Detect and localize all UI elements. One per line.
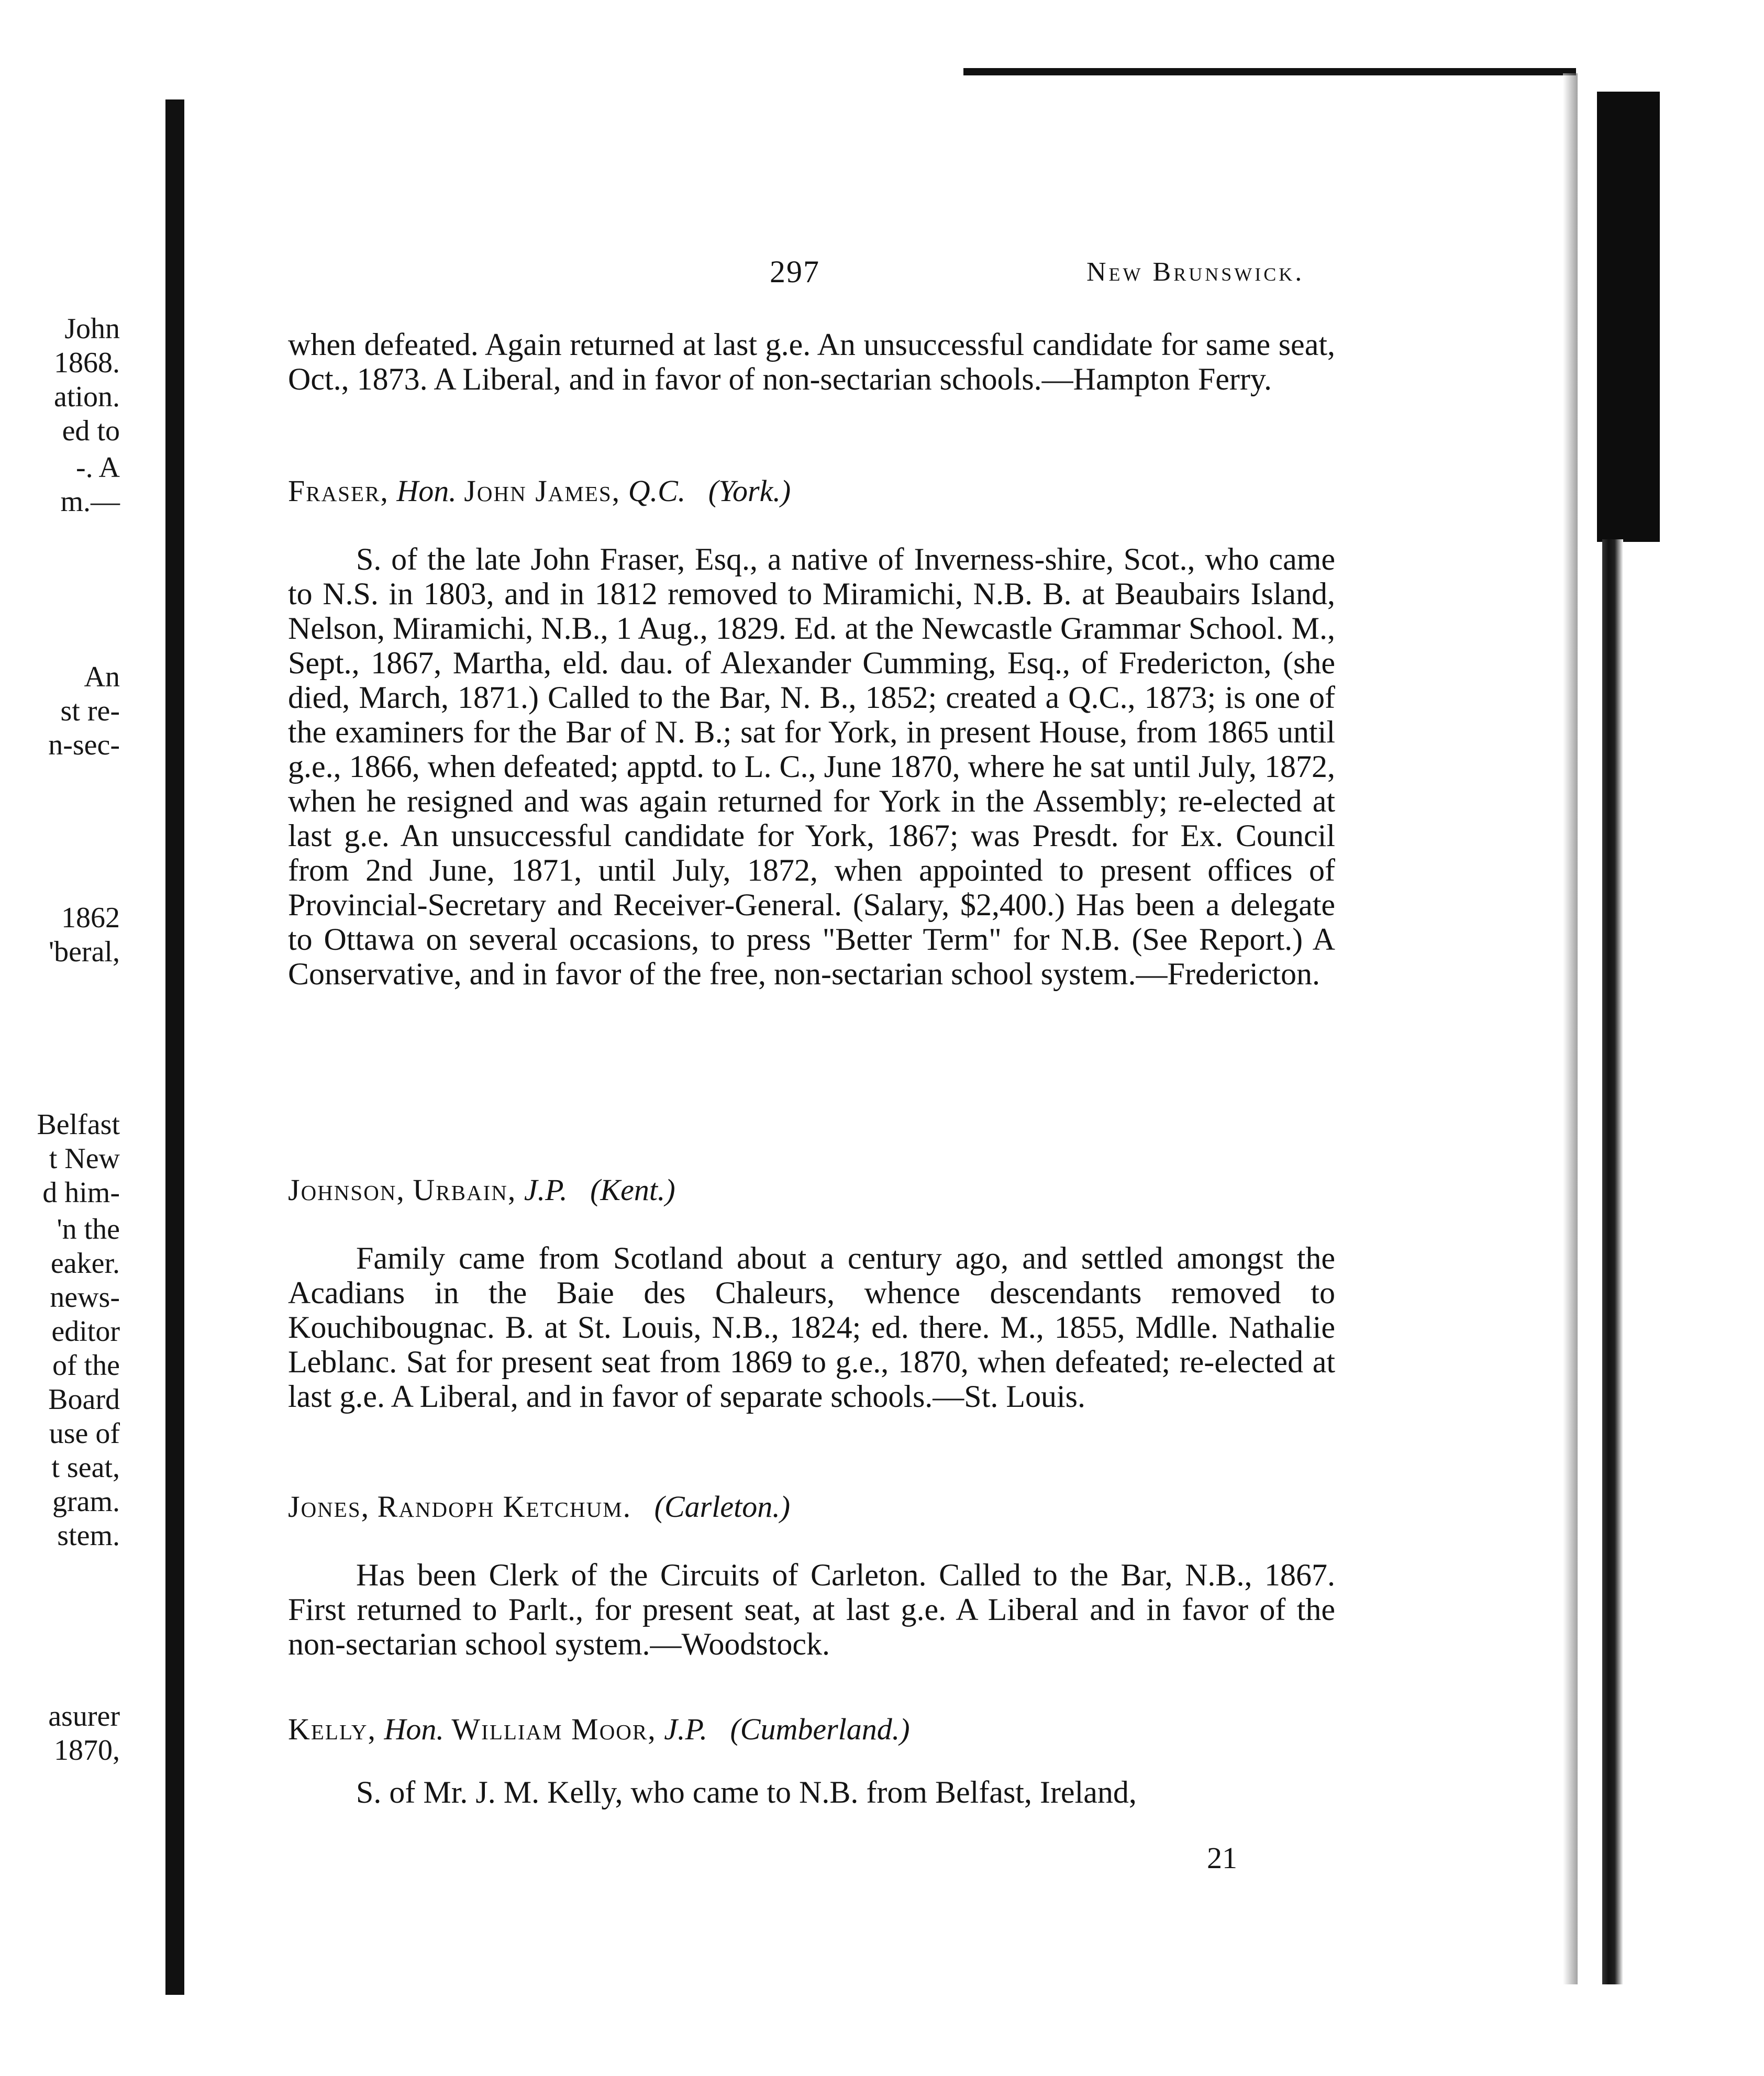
entry-body-text: Family came from Scotland about a century ago, and settled amongst the Acadians in the Baie des Chaleurs, whence descendants removed to Kouchibougnac. B. at St. Louis, N.B., 1824; ed. there. M., 1855, Mdlle. Nathalie Leblanc. Sat for present seat from 1869 to g.e., 1870, when defeated; re-elected at last g.e. A Liberal, and in favor of separate schools.—St. Louis. <box>288 1241 1335 1414</box>
binding-shadow <box>165 99 184 1995</box>
entry-body-jones <box>288 1558 1335 1661</box>
entry-postnominal: J.P. <box>524 1173 568 1207</box>
margin-fragment: 1862 <box>61 902 120 934</box>
signature-mark: 21 <box>1207 1841 1237 1875</box>
entry-constituency: (Cumberland.) <box>730 1712 910 1746</box>
margin-fragment: of the <box>52 1349 120 1382</box>
right-edge-shadow <box>1597 92 1660 542</box>
entry-body-johnson <box>288 1241 1335 1414</box>
margin-fragment: news- <box>50 1281 120 1314</box>
entry-body-text: S. of Mr. J. M. Kelly, who came to N.B. from Belfast, Ireland, <box>356 1775 1137 1809</box>
margin-fragment: t seat, <box>51 1451 120 1484</box>
entry-heading-jones <box>288 1490 1335 1524</box>
right-edge-shadow-lower <box>1602 539 1623 1984</box>
margin-fragment: d him- <box>42 1176 120 1209</box>
margin-fragment: John <box>64 313 120 345</box>
entry-heading-johnson <box>288 1173 1335 1207</box>
margin-fragment: t New <box>49 1142 120 1175</box>
margin-fragment: An <box>84 661 120 693</box>
entry-given-name: John James, <box>464 474 621 508</box>
entry-heading-fraser <box>288 474 1335 508</box>
margin-fragment: 1870, <box>54 1734 120 1767</box>
entry-surname: Johnson, <box>288 1173 405 1207</box>
margin-fragment: Board <box>48 1383 120 1416</box>
entry-given-name: Randoph Ketchum. <box>377 1490 632 1524</box>
entry-given-name: Urbain, <box>413 1173 517 1207</box>
margin-fragment: stem. <box>57 1519 120 1552</box>
margin-fragment: 1868. <box>54 347 120 379</box>
margin-fragment: 'n the <box>57 1213 120 1246</box>
margin-fragment: editor <box>51 1315 120 1348</box>
margin-fragment: use of <box>49 1417 120 1450</box>
entry-body-text: S. of the late John Fraser, Esq., a native of Inverness-shire, Scot., who came to N.S. in 1803, and in 1812 removed to Miramichi, N.B. B. at Beaubairs Island, Nelson, Miramichi, N.B., 1 Aug., 1829. Ed. at the Newcastle Grammar School. M., Sept., 1867, Martha, eld. dau. of Alexander Cumming, Esq., of Fredericton, (she died, March, 1871.) Called to the Bar, N. B., 1852; created a Q.C., 1873; is one of the examiners for the Bar of N. B.; sat for York, in present House, from 1865 until g.e., 1866, when defeated; apptd. to L. C., June 1870, where he sat until July, 1872, when he resigned and was again returned for York in the Assembly; re-elected at last g.e. An unsuccessful candidate for York, 1867; was Presdt. for Ex. Council from 2nd June, 1871, until July, 1872, when appointed to present offices of Provincial-Secretary and Receiver-General. (Salary, $2,400.) Has been a delegate to Ottawa on several occasions, to press "Better Term" for N.B. (See Report.) A Conservative, and in favor of the free, non-sectarian school system.—Fredericton. <box>288 542 1335 991</box>
margin-fragment: asurer <box>48 1700 120 1733</box>
intro-text: when defeated. Again returned at last g.e. An unsuccessful candidate for same seat, Oct., 1873. A Liberal, and in favor of non-sectarian schools.—Hampton Ferry. <box>288 327 1335 396</box>
margin-fragment: -. A <box>76 451 120 484</box>
entry-constituency: (York.) <box>708 474 791 508</box>
entry-surname: Jones, <box>288 1490 370 1524</box>
entry-body-kelly <box>288 1775 1335 1809</box>
margin-fragment: m.— <box>60 485 120 518</box>
entry-postnominal: Q.C. <box>628 474 686 508</box>
entry-honorific: Hon. <box>384 1712 444 1746</box>
margin-fragment: eaker. <box>50 1247 120 1280</box>
entry-surname: Fraser, <box>288 474 389 508</box>
intro-block <box>288 327 1335 396</box>
entry-given-name: William Moor, <box>451 1712 657 1746</box>
entry-postnominal: J.P. <box>664 1712 707 1746</box>
margin-fragment: ation. <box>54 381 120 413</box>
running-title: New Brunswick. <box>1086 257 1305 287</box>
margin-fragment: n-sec- <box>48 729 120 761</box>
entry-surname: Kelly, <box>288 1712 377 1746</box>
margin-fragment: 'beral, <box>48 936 120 968</box>
top-rule <box>963 68 1576 75</box>
margin-fragment: Belfast <box>37 1108 120 1141</box>
entry-heading-kelly <box>288 1712 1335 1747</box>
intro-paragraph <box>288 327 1335 396</box>
margin-fragment: ed to <box>62 415 120 447</box>
entry-honorific: Hon. <box>396 474 457 508</box>
entry-constituency: (Kent.) <box>590 1173 675 1207</box>
page-number: 297 <box>770 254 820 289</box>
entry-body-text: Has been Clerk of the Circuits of Carleton. Called to the Bar, N.B., 1867. First returned to Parlt., for present seat, at last g.e. A Liberal and in favor of the non-sectarian school system.—Woodstock. <box>288 1558 1335 1661</box>
margin-fragment: st re- <box>60 695 120 727</box>
page-curl-shadow <box>1563 73 1578 1984</box>
entry-constituency: (Carleton.) <box>654 1490 791 1524</box>
entry-body-fraser <box>288 542 1335 991</box>
margin-fragment: gram. <box>52 1485 120 1518</box>
